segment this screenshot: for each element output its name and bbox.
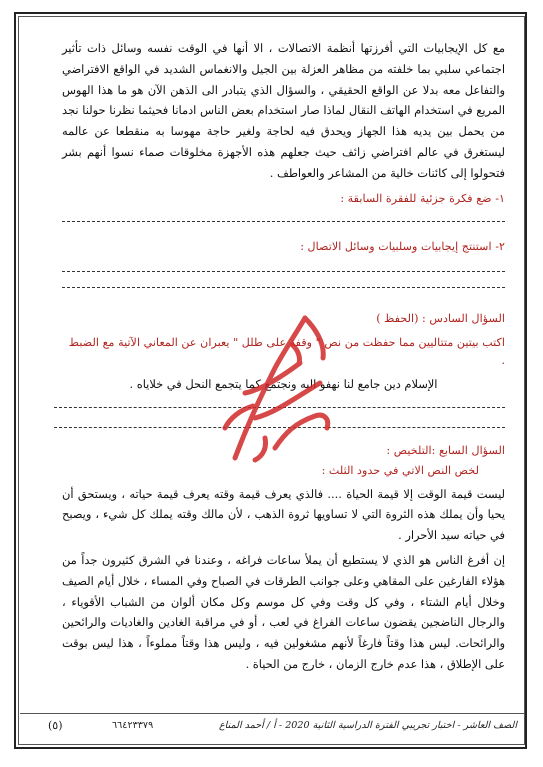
question-6-meaning: الإسلام دين جامع لنا نهفو اليه ونجتمع كما يتجمع النحل في خلاياه .	[129, 376, 438, 391]
footer-phone: ٦٦٤٢٣٣٧٩	[112, 720, 154, 731]
question-2: ٢- استنتج إيجابيات وسلبيات وسائل الاتصال :	[300, 239, 505, 253]
answer-line	[54, 406, 505, 408]
question-6-instruction: اكتب بيتين متتاليين مما حفظت من نص " وقفة على طلل " يعبران عن المعاني الآتية مع الضبط .	[68, 335, 505, 367]
answer-line	[54, 426, 505, 428]
answer-line	[62, 270, 505, 272]
answer-line	[62, 220, 505, 222]
question-6-title: السؤال السادس : (الحفظ )	[376, 311, 505, 325]
question-1: ١- ضع فكرة جزئية للفقرة السابقة :	[340, 191, 505, 205]
summary-text-paragraph-2: إن أفرغ الناس هو الذي لا يستطيع أن يملأ ساعات فراغه ، وعندنا في الشرق كثيرون جداً من هؤلاء الفارغين على المقاهي وعلى جوانب الطرقات في الصباح وفي المساء ، خلال أيام الصيف وخلال أيام الشتاء ، وفي كل وقت وفي كل موسم وكل مكان ألوان من الشباب الأقوياء ، والرجال الناضجين يقضون ساعات الفراغ في لعب ، أو في مراقبة الغادين والغاديات والرائحين والرائحات. ليس هذا وقتاً فارغاً لأنهم مشغولين فيه ، وليس هذا وقتاً مملوءاً ، هذا ليس بوقت على الإطلاق ، هذا عدم خارج الزمان ، خارج من الحياة .	[62, 552, 505, 671]
page-footer	[20, 713, 525, 738]
question-7-instruction: لخص النص الاتي في حدود الثلث :	[321, 463, 479, 477]
summary-text-paragraph-1: ليست قيمة الوقت إلا قيمة الحياة .... فالذي يعرف قيمة وقته يعرف قيمة حياته ، ويستحق أن يحيا وأن يملك هذه الثروة التي لا تساويها ثروة الذهب ، لأن مالك وقته يملك كل شيء ، ويصبح في حياته سيد الأحرار .	[62, 486, 505, 543]
footer-title: الصف العاشر - اختبار تجريبي الفترة الدراسية الثانية 2020 - أ / أحمد المناع	[218, 720, 517, 731]
exam-content	[62, 38, 505, 675]
question-7-title: السؤال السابع :التلخيص :	[386, 443, 505, 457]
page-number: (٥)	[48, 719, 63, 732]
answer-line	[62, 286, 505, 288]
reading-passage: مع كل الإيجابيات التي أفرزتها أنظمة الاتصالات ، الا أنها في الوقت نفسه وسائل ذات تأثير اجتماعي سلبي بما خلفته من مظاهر العزلة بين الجيل والانغماس الشديد في الواقع الافتراضي والتفاعل معه بدلا عن الواقع الحقيقي ، والسؤال الذي يتبادر الى الذهن الآن هو ما هذا الهوس المريع في استخدام الهاتف النقال لماذا صار استخدام بعض الناس ادمانا فحيثما نظرنا حولنا نجد من يحمل بين يديه هذا الجهاز ويحدق فيه لحاجة ولغير حاجة مهوسا به منقطعا عن عالمه ليستغرق في عالم افتراضي زائف حيث جعلهم هذه الأجهزة مخلوقات صماء نسوا أنهم بشر فتحولوا إلى كائنات خالية من المشاعر والعواطف .	[62, 41, 505, 180]
